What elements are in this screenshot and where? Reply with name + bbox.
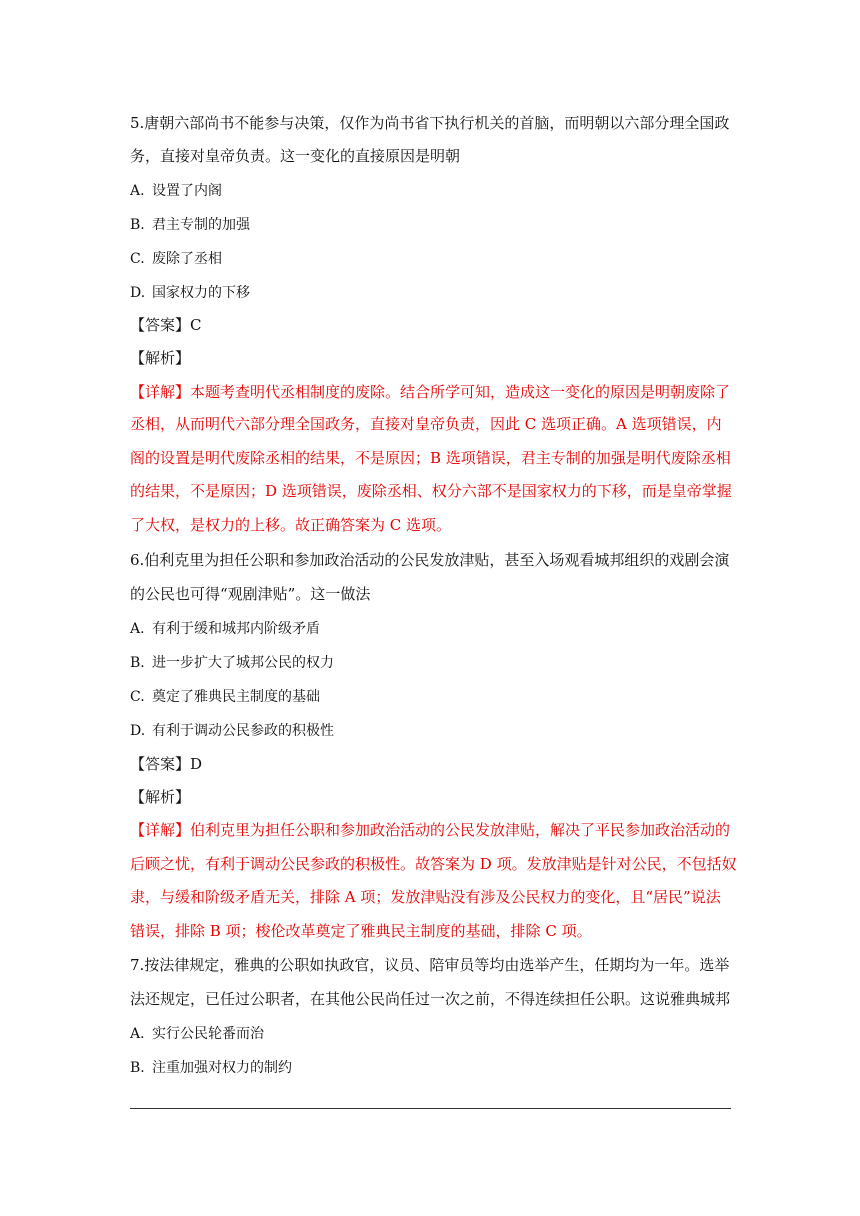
question-6-answer: 【答案】D — [130, 755, 203, 773]
question-6-option-a — [130, 619, 730, 639]
option-text: 实行公民轮番而治 — [152, 1026, 264, 1042]
question-5-stem-line-1: 5.唐朝六部尚书不能参与决策，仅作为尚书省下执行机关的首脑，而明朝以六部分理全国政 — [130, 114, 730, 132]
question-5-detail-line-2: 丞相，从而明代六部分理全国政务，直接对皇帝负责，因此 C 选项正确。A 选项错误，内 — [130, 415, 722, 433]
question-5-detail-line-1: 【详解】本题考查明代丞相制度的废除。结合所学可知，造成这一变化的原因是明朝废除了 — [130, 383, 731, 401]
option-text: 有利于缓和城邦内阶级矛盾 — [152, 621, 320, 637]
option-text: 进一步扩大了城邦公民的权力 — [152, 655, 334, 671]
question-5-option-c — [130, 249, 730, 269]
option-letter: C. — [130, 689, 145, 705]
question-5-option-a — [130, 181, 730, 201]
question-5-stem-line-2: 务，直接对皇帝负责。这一变化的直接原因是明朝 — [130, 147, 461, 165]
question-6-stem-line-1: 6.伯利克里为担任公职和参加政治活动的公民发放津贴，甚至入场观看城邦组织的戏剧会演 — [130, 551, 730, 569]
option-letter: C. — [130, 251, 145, 267]
question-6-option-c — [130, 687, 730, 707]
question-5-answer: 【答案】C — [130, 316, 202, 334]
question-6-option-d — [130, 721, 730, 741]
option-letter: B. — [130, 655, 145, 671]
option-letter: B. — [130, 217, 145, 233]
question-6-detail-line-3: 隶，与缓和阶级矛盾无关，排除 A 项；发放津贴没有涉及公民权力的变化，且“居民”说法 — [130, 888, 721, 906]
question-7-option-a — [130, 1024, 730, 1044]
option-text: 国家权力的下移 — [152, 285, 250, 301]
question-6-analysis-label: 【解析】 — [130, 788, 191, 806]
question-5-analysis-label: 【解析】 — [130, 349, 191, 367]
option-letter: B. — [130, 1060, 145, 1076]
question-7-option-b — [130, 1058, 730, 1078]
question-5-detail-line-5: 了大权，是权力的上移。故正确答案为 C 选项。 — [130, 516, 452, 534]
option-text: 设置了内阁 — [152, 183, 222, 199]
option-text: 有利于调动公民参政的积极性 — [152, 723, 334, 739]
option-text: 奠定了雅典民主制度的基础 — [152, 689, 320, 705]
option-text: 注重加强对权力的制约 — [152, 1060, 292, 1076]
option-letter: D. — [130, 723, 146, 739]
option-letter: A. — [130, 1026, 145, 1042]
question-6-detail-line-1: 【详解】伯利克里为担任公职和参加政治活动的公民发放津贴，解决了平民参加政治活动的 — [130, 821, 731, 839]
option-letter: D. — [130, 285, 146, 301]
option-letter: A. — [130, 183, 145, 199]
question-6-detail-line-2: 后顾之忧，有利于调动公民参政的积极性。故答案为 D 项。发放津贴是针对公民，不包括奴 — [130, 855, 737, 873]
footer-divider — [130, 1108, 731, 1109]
option-letter: A. — [130, 621, 145, 637]
question-7-stem-line-1: 7.按法律规定，雅典的公职如执政官，议员、陪审员等均由选举产生，任期均为一年。选举 — [130, 956, 730, 974]
question-5-detail-line-4: 的结果，不是原因；D 选项错误，废除丞相、权分六部不是国家权力的下移，而是皇帝掌握 — [130, 482, 732, 500]
question-6-detail-line-4: 错误，排除 B 项；梭伦改革奠定了雅典民主制度的基础，排除 C 项。 — [130, 922, 592, 940]
question-6-option-b — [130, 653, 730, 673]
option-text: 君主专制的加强 — [152, 217, 250, 233]
question-5-option-b — [130, 215, 730, 235]
question-5-detail-line-3: 阁的设置是明代废除丞相的结果，不是原因；B 选项错误，君主专制的加强是明代废除丞相 — [130, 449, 731, 467]
question-6-stem-line-2: 的公民也可得“观剧津贴”。这一做法 — [130, 585, 371, 603]
question-7-stem-line-2: 法还规定，已任过公职者，在其他公民尚任过一次之前，不得连续担任公职。这说雅典城邦 — [130, 990, 731, 1008]
option-text: 废除了丞相 — [152, 251, 222, 267]
question-5-option-d — [130, 283, 730, 303]
